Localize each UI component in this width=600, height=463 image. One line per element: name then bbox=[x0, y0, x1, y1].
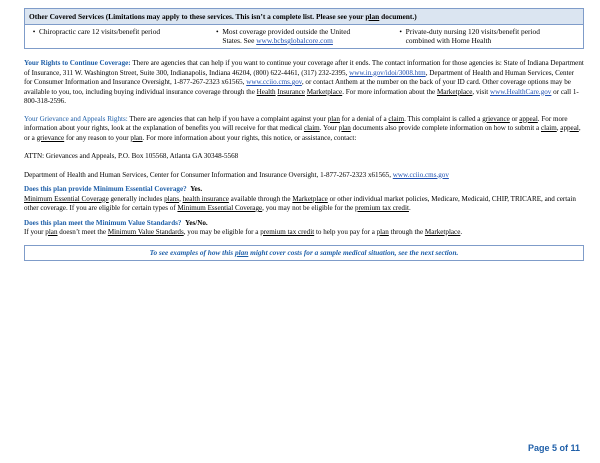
section-question: Does this plan provide Minimum Essential Coverage? bbox=[24, 185, 187, 193]
glossary-term-link[interactable]: claim bbox=[303, 124, 320, 132]
other-covered-services-box bbox=[24, 8, 584, 49]
glossary-term-link[interactable]: claim bbox=[540, 124, 557, 132]
glossary-term-link[interactable]: claim bbox=[388, 114, 405, 123]
glossary-term-link[interactable]: plan bbox=[376, 228, 389, 236]
plan-term-link[interactable]: plan bbox=[365, 12, 380, 21]
other-covered-services-title: Other Covered Services (Limitations may apply to these services. This isn’t a complete list. Please see your plan document.) bbox=[25, 9, 583, 25]
rights-to-continue-section: Your Rights to Continue Coverage: There are agencies that can help if you want to continue your coverage after it ends. The contact information for those agencies is: State of Indiana Department of Insurance, 311 W. Washington Street, Suite 300, Indianapolis, Indiana 46204, (800) 622-4461, (317) 232-2395, www.in.gov/idoi/3008.htm, Department of Health and Human Services, Center for Consumer Information and Insurance Oversight, 1-877-267-2323 x61565, www.cciio.cms.gov, or contact Anthem at the number on the back of your ID card. Other coverage options may be available to you, too, including buying individual insurance coverage through the Health Insurance Marketplace. For more information about the Marketplace, visit www.HealthCare.gov or call 1-800-318-2596. bbox=[24, 59, 584, 105]
document-page bbox=[24, 8, 584, 261]
glossary-term-link[interactable]: Marketplace bbox=[306, 87, 343, 96]
glossary-term-link[interactable]: Insurance bbox=[277, 87, 305, 96]
section-answer: Yes. bbox=[190, 185, 203, 193]
glossary-term-link[interactable]: Health bbox=[256, 87, 276, 96]
cciio-link[interactable]: www.cciio.cms.gov bbox=[246, 78, 302, 86]
list-item: • Chiropractic care 12 visits/benefit period bbox=[29, 27, 212, 45]
grievance-appeals-section: Your Grievance and Appeals Rights: There are agencies that can help if you have a complaint against your plan for a denial of a claim. This complaint is called a grievance or appeal. For more information about your rights, look at the explanation of benefits you will receive for that medical claim. Your plan documents also provide complete information on how to submit a claim, appeal, or a grievance for any reason to your plan. For more information about your rights, this notice, or assistance, contact: ATTN: Grievances and Appeals, P.O. Box 105568, Atlanta GA 30348-5568 Department of Health and Human Services, Center for Consumer Information and Insurance Oversight, 1-877-267-2323 x61565, www.cciio.cms.gov bbox=[24, 115, 584, 181]
glossary-term-link[interactable]: premium tax credit bbox=[354, 204, 409, 212]
glossary-term-link[interactable]: Marketplace bbox=[436, 87, 473, 96]
cciio-link[interactable]: www.cciio.cms.gov bbox=[392, 170, 449, 179]
section-answer: Yes/No. bbox=[185, 218, 208, 227]
glossary-term-link[interactable]: health insurance bbox=[182, 194, 229, 203]
glossary-term-link[interactable]: plan bbox=[327, 114, 340, 123]
other-covered-services-list bbox=[25, 25, 583, 48]
glossary-term-link[interactable]: Marketplace bbox=[424, 228, 461, 236]
page-number: Page 5 of 11 bbox=[527, 443, 580, 453]
glossary-term-link[interactable]: plan bbox=[45, 228, 58, 236]
plan-term-link[interactable]: plan bbox=[234, 247, 249, 257]
section-heading: Your Grievance and Appeals Rights: bbox=[24, 114, 128, 123]
glossary-term-link[interactable]: appeal bbox=[560, 124, 579, 132]
glossary-term-link[interactable]: plan bbox=[338, 124, 351, 132]
list-item: • Most coverage provided outside the United States. See www.bcbsglobalcore.com bbox=[212, 27, 395, 45]
glossary-term-link[interactable]: Minimum Essential Coverage bbox=[177, 204, 263, 212]
glossary-term-link[interactable]: grievance bbox=[36, 133, 65, 142]
glossary-term-link[interactable]: plans bbox=[164, 194, 180, 203]
healthcare-gov-link[interactable]: www.HealthCare.gov bbox=[489, 87, 552, 96]
list-item: • Private-duty nursing 120 visits/benefit period combined with Home Health bbox=[396, 27, 579, 45]
bcbs-global-core-link[interactable]: www.bcbsglobalcore.com bbox=[256, 36, 333, 45]
glossary-term-link[interactable]: appeal bbox=[519, 114, 538, 123]
minimum-essential-coverage-section: Does this plan provide Minimum Essential Coverage? Yes. Minimum Essential Coverage generally includes plans, health insurance available through the Marketplace or other individual market policies, Medicare, Medicaid, CHIP, TRICARE, and certain other coverage. If you are eligible for certain types of Minimum Essential Coverage, you may not be eligible for the premium tax credit. bbox=[24, 185, 576, 212]
next-section-note: To see examples of how this plan might cover costs for a sample medical situation, see the next section. bbox=[24, 245, 584, 261]
glossary-term-link[interactable]: Marketplace bbox=[292, 194, 328, 203]
glossary-term-link[interactable]: Minimum Essential Coverage bbox=[24, 194, 109, 203]
hhs-contact: Department of Health and Human Services, Center for Consumer Information and Insurance Oversight, 1-877-267-2323 x61565, www.cciio.cms.gov bbox=[24, 170, 449, 179]
bullet-icon: • bbox=[399, 27, 402, 36]
section-question: Does this plan meet the Minimum Value Standards? bbox=[24, 218, 182, 227]
glossary-term-link[interactable]: premium tax credit bbox=[260, 228, 315, 236]
bullet-icon: • bbox=[32, 27, 36, 36]
glossary-term-link[interactable]: plan bbox=[130, 133, 143, 142]
indiana-doi-link[interactable]: www.in.gov/idoi/3008.htm bbox=[349, 68, 426, 77]
glossary-term-link[interactable]: grievance bbox=[482, 114, 510, 123]
grievance-address: ATTN: Grievances and Appeals, P.O. Box 105568, Atlanta GA 30348-5568 bbox=[24, 152, 239, 160]
glossary-term-link[interactable]: Minimum Value Standards bbox=[107, 228, 184, 236]
section-heading: Your Rights to Continue Coverage: bbox=[24, 59, 131, 67]
minimum-value-standards-section: Does this plan meet the Minimum Value Standards? Yes/No. If your plan doesn’t meet the Minimum Value Standards, you may be eligible for a premium tax credit to help you pay for a plan through the Marketplace. bbox=[24, 218, 463, 236]
bullet-icon: • bbox=[216, 27, 219, 36]
